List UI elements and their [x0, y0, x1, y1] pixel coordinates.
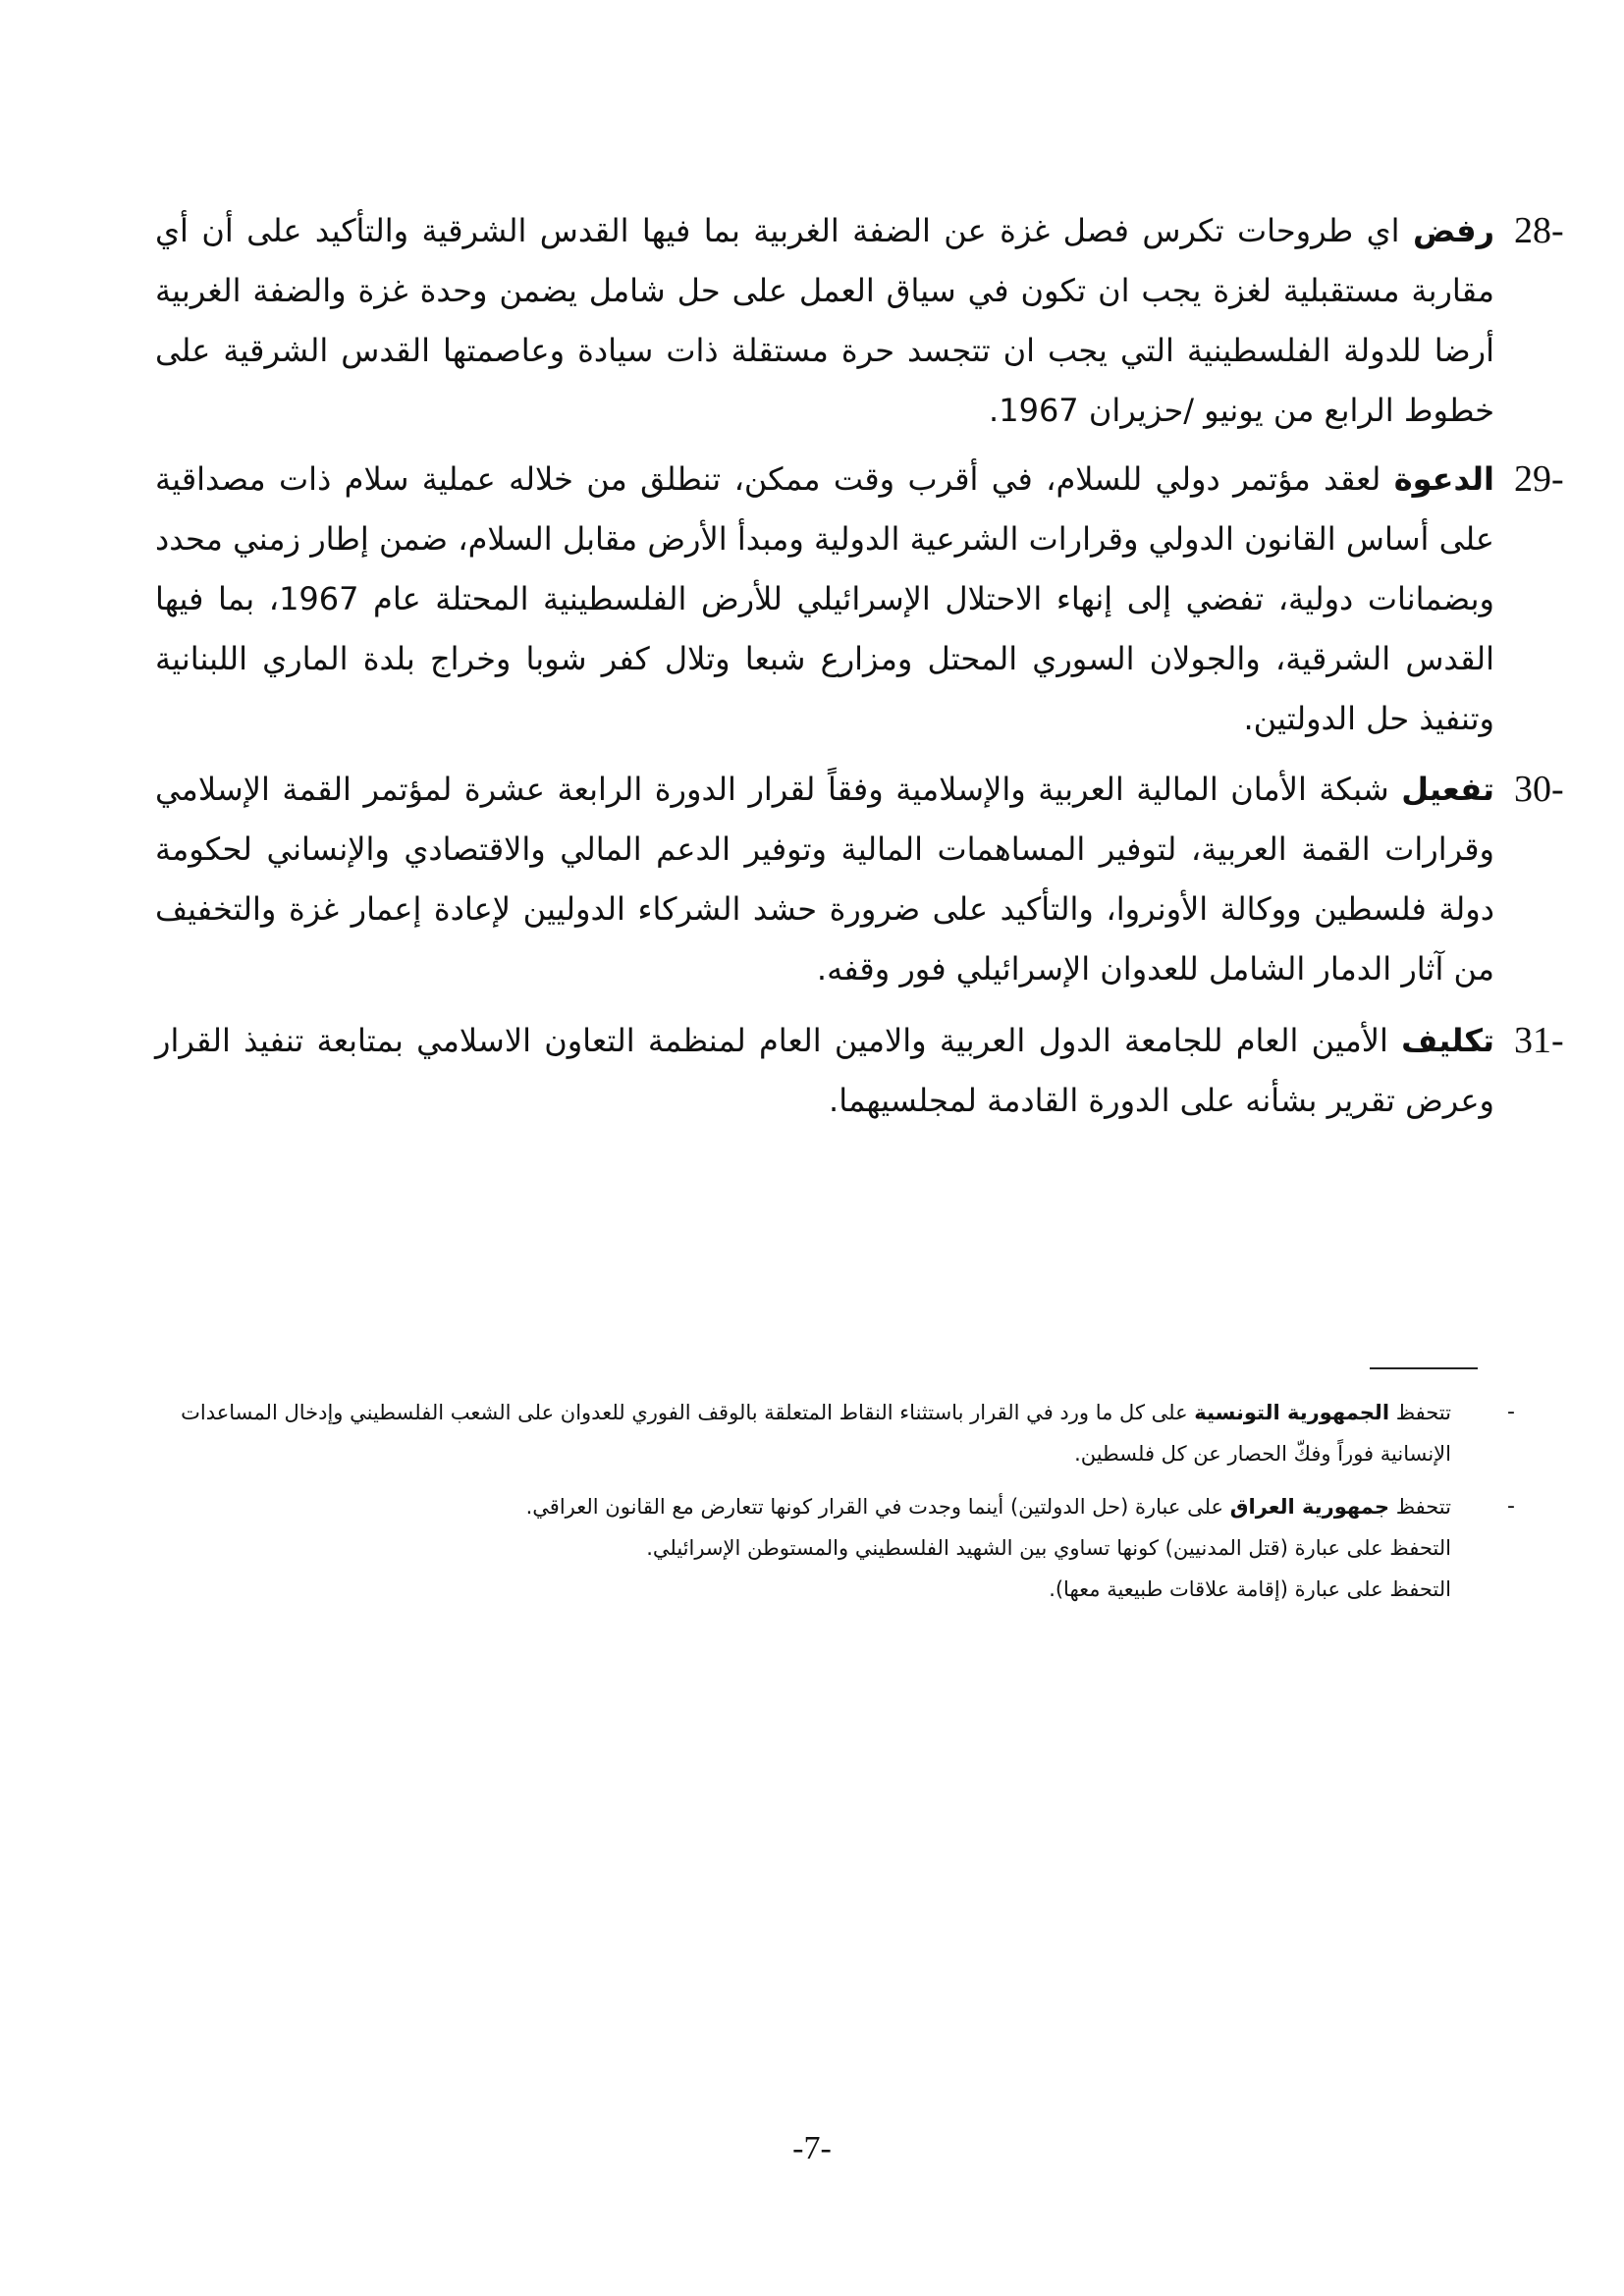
clause-number: 31-	[1514, 1020, 1564, 1061]
footnote-line-text: على كل ما ورد في القرار باستثناء النقاط المتعلقة بالوقف الفوري للعدوان على الشعب الفلسطيني وإدخال المساعدات	[181, 1401, 1195, 1424]
clause-number: 28-	[1514, 210, 1564, 251]
clause-31	[155, 1011, 1564, 1131]
footnote-line-text: على عبارة (حل الدولتين) أينما وجدت في القرار كونها تتعارض مع القانون العراقي.	[525, 1495, 1230, 1519]
clause-body: الأمين العام للجامعة الدول العربية والامين العام لمنظمة التعاون الاسلامي بمتابعة تنفيذ القرار وعرض تقرير بشأنه على الدورة القادمة لمجلسيهما.	[155, 1022, 1494, 1119]
clause-28	[155, 201, 1564, 441]
clause-keyword: تكليف	[1401, 1022, 1494, 1059]
footnote-line	[155, 1392, 1451, 1433]
footnote-prefix: تتحفظ	[1389, 1495, 1451, 1519]
clause-keyword: تفعيل	[1401, 771, 1494, 808]
clause-30	[155, 760, 1564, 999]
clause-body: شبكة الأمان المالية العربية والإسلامية وفقاً لقرار الدورة الرابعة عشرة لمؤتمر القمة الإسلامي وقرارات القمة العربية، لتوفير المساهمات المالية وتوفير الدعم المالي والاقتصادي والإنساني لحكومة دولة فلسطين ووكالة الأونروا، والتأكيد على ضرورة حشد الشركاء الدوليين لإعادة إعمار غزة والتخفيف من آثار الدمار الشامل للعدوان الإسرائيلي فور وقفه.	[155, 771, 1494, 988]
footnote-prefix: تتحفظ	[1389, 1401, 1451, 1424]
clause-text	[155, 1011, 1494, 1131]
footnote-text	[155, 1486, 1451, 1610]
clause-text	[155, 760, 1494, 999]
footnote-line: التحفظ على عبارة (قتل المدنيين) كونها تساوي بين الشهيد الفلسطيني والمستوطن الإسرائيلي.	[646, 1536, 1451, 1560]
clause-keyword: رفض	[1412, 212, 1494, 249]
footnote-keyword: جمهورية العراق	[1229, 1495, 1390, 1519]
clause-number: 29-	[1514, 458, 1564, 500]
clause-keyword: الدعوة	[1393, 460, 1494, 498]
clause-text	[155, 450, 1494, 749]
footnote-line	[155, 1486, 1451, 1527]
clause-body: لعقد مؤتمر دولي للسلام، في أقرب وقت ممكن، تنطلق من خلاله عملية سلام ذات مصداقية على أساس القانون الدولي وقرارات الشرعية الدولية ومبدأ الأرض مقابل السلام، ضمن إطار زمني محدد وبضمانات دولية، تفضي إلى إنهاء الاحتلال الإسرائيلي للأرض الفلسطينية المحتلة عام 1967، بما فيها القدس الشرقية، والجولان السوري المحتل ومزارع شبعا وتلال كفر شوبا وخراج بلدة الماري اللبنانية وتنفيذ حل الدولتين.	[155, 460, 1495, 737]
footnote-dash: -	[1507, 1400, 1515, 1424]
clause-text	[155, 201, 1494, 441]
footnote-tunisia	[155, 1392, 1515, 1474]
footnote-iraq	[155, 1486, 1515, 1610]
footnote-text	[155, 1392, 1451, 1474]
clause-29	[155, 450, 1564, 749]
clause-number: 30-	[1514, 769, 1564, 810]
footnote-keyword: الجمهورية التونسية	[1194, 1401, 1390, 1424]
footnote-separator	[1370, 1367, 1478, 1369]
page-number: -7-	[792, 2130, 832, 2166]
footnote-dash: -	[1507, 1494, 1515, 1519]
footnote-line: الإنسانية فوراً وفكّ الحصار عن كل فلسطين.	[1074, 1442, 1451, 1466]
clause-body: اي طروحات تكرس فصل غزة عن الضفة الغربية بما فيها القدس الشرقية والتأكيد على أن أي مقاربة مستقبلية لغزة يجب ان تكون في سياق العمل على حل شامل يضمن وحدة غزة والضفة الغربية أرضا للدولة الفلسطينية التي يجب ان تتجسد حرة مستقلة ذات سيادة وعاصمتها القدس الشرقية على خطوط الرابع من يونيو /حزيران 1967.	[155, 212, 1494, 429]
footnote-line: التحفظ على عبارة (إقامة علاقات طبيعية معها).	[1049, 1577, 1451, 1601]
